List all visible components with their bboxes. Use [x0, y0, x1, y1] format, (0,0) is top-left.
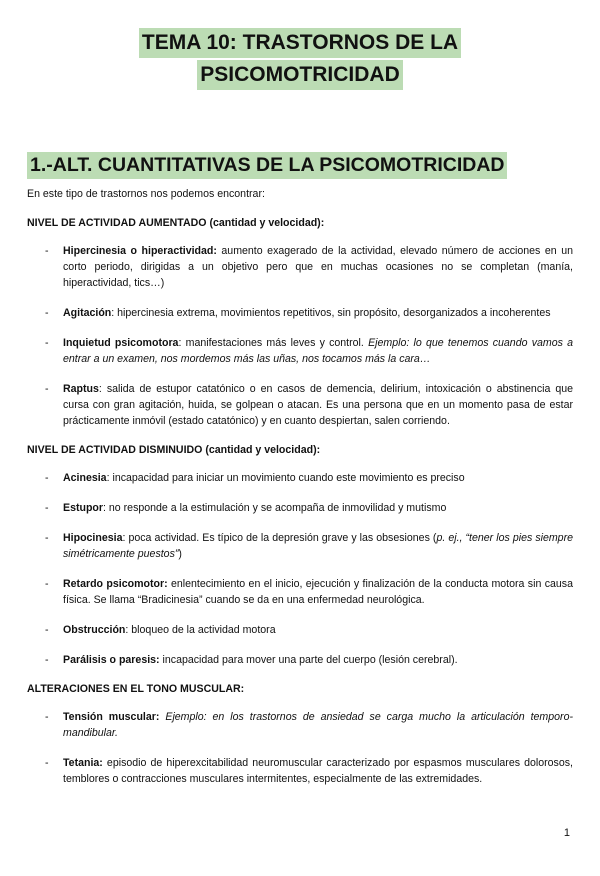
- list-disminuido: [27, 470, 573, 668]
- intro-paragraph: En este tipo de trastornos nos podemos encontrar:: [27, 188, 265, 200]
- list-item: - Hipercinesia o hiperactividad: aumento exagerado de la actividad, elevado número de acciones en un corto periodo, dirigidas a un objetivo pero que en muchas ocasiones no se completan (manía, hiperactividad, tics…): [27, 243, 573, 291]
- document-body: [27, 186, 573, 800]
- list-item: - Raptus: salida de estupor catatónico o en casos de demencia, delirium, intoxicación o abstinencia que cursa con gran agitación, huida, se golpean o atacan. Es una persona que en un momento pasa de estar prácticamente inmóvil (estado catatónico) y en cuanto despiertan, salen corriendo.: [27, 381, 573, 429]
- list-item: - Tetania: episodio de hiperexcitabilidad neuromuscular caracterizado por espasmos musculares dolorosos, temblores o contracciones musculares intermitentes, especialmente de las extremidades.: [27, 755, 573, 787]
- page-number: 1: [563, 827, 570, 839]
- list-item: - Inquietud psicomotora: manifestaciones más leves y control. Ejemplo: lo que tenemos cuando vamos a entrar a un examen, nos mordemos más las uñas, nos tocamos más la cara…: [27, 335, 573, 367]
- list-item: - Agitación: hipercinesia extrema, movimientos repetitivos, sin propósito, desorganizados a incoherentes: [27, 305, 573, 321]
- list-item: - Hipocinesia: poca actividad. Es típico de la depresión grave y las obsesiones (p. ej., “tener los pies siempre simétricamente puestos”): [27, 530, 573, 562]
- heading-disminuido: NIVEL DE ACTIVIDAD DISMINUIDO (cantidad y velocidad):: [27, 444, 321, 456]
- document-title: [0, 28, 600, 92]
- list-item: - Estupor: no responde a la estimulación y se acompaña de inmovilidad y mutismo: [27, 500, 573, 516]
- list-item: - Obstrucción: bloqueo de la actividad motora: [27, 622, 573, 638]
- list-item: - Tensión muscular: Ejemplo: en los trastornos de ansiedad se carga mucho la articulación temporo-mandibular.: [27, 709, 573, 741]
- list-item: - Parálisis o paresis: incapacidad para mover una parte del cuerpo (lesión cerebral).: [27, 652, 573, 668]
- list-item: - Acinesia: incapacidad para iniciar un movimiento cuando este movimiento es preciso: [27, 470, 573, 486]
- list-item: - Retardo psicomotor: enlentecimiento en el inicio, ejecución y finalización de la conducta motora sin causa física. Se llama “Bradicinesia” cuando se da en una enfermedad neurológica.: [27, 576, 573, 608]
- title-line-2: PSICOMOTRICIDAD: [197, 60, 403, 90]
- heading-tono: ALTERACIONES EN EL TONO MUSCULAR:: [27, 683, 245, 695]
- list-tono: [27, 709, 573, 787]
- list-aumentado: [27, 243, 573, 429]
- heading-aumentado: NIVEL DE ACTIVIDAD AUMENTADO (cantidad y velocidad):: [27, 217, 325, 229]
- section-heading-1: 1.-ALT. CUANTITATIVAS DE LA PSICOMOTRICIDAD: [27, 152, 507, 179]
- title-line-1: TEMA 10: TRASTORNOS DE LA: [139, 28, 461, 58]
